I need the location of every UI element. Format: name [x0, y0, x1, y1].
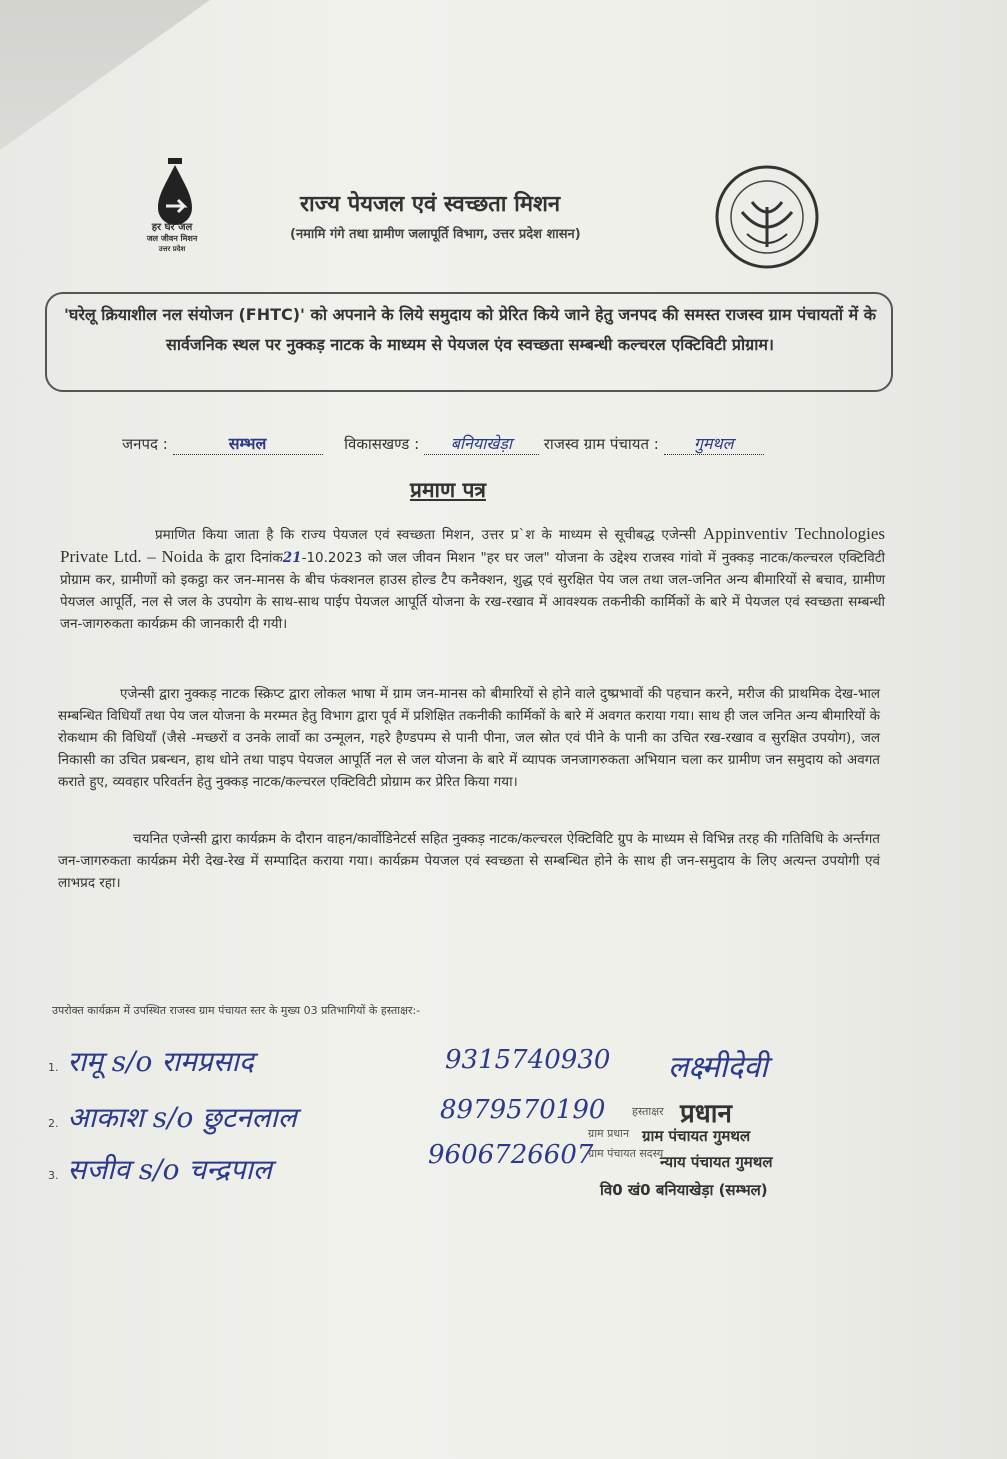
- janpad-value: सम्भल: [228, 434, 267, 453]
- vikas-field: [424, 432, 539, 455]
- signatures-intro: उपरोक्त कार्यक्रम में उपस्थित राजस्व ग्राम पंचायत स्तर के मुख्य 03 प्रतिभागियों के हस्ताक्षर:-: [52, 1004, 421, 1017]
- field-row: [122, 432, 764, 455]
- logo-caption: [118, 222, 226, 255]
- participant-signature: 3. सजीव s/o चन्द्रपाल: [48, 1153, 272, 1186]
- program-date: -10.2023: [301, 550, 363, 566]
- stamp-block: वि0 खं0 बनियाखेड़ा (सम्भल): [600, 1181, 768, 1199]
- mission-subtitle: (नमामि गंगे तथा ग्रामीण जलापूर्ति विभाग, उत्तर प्रदेश शासन): [290, 227, 581, 242]
- logo-text-line: उत्तर प्रदेश: [158, 245, 186, 253]
- participant-signature: 1. रामू s/o रामप्रसाद: [48, 1045, 254, 1078]
- mission-title: राज्य पेयजल एवं स्वच्छता मिशन: [300, 192, 561, 217]
- vikas-label: विकासखण्ड :: [344, 435, 420, 453]
- p3-text: चयनित एजेन्सी द्वारा कार्यक्रम के दौरान वाहन/कार्वोडिनेटर्स सहित नुक्कड़ नाटक/कल्चरल ऐक्टिविटि ग्रुप के माध्यम से विभिन्न तरह की गतिविधि के अर्न्तगत जन-जागरुकता कार्यक्रम मेरी देख-रेख में सम्पादित कराया गया। कार्यक्रम पेयजल एवं स्वच्छता से सम्बन्धित होने के साथ ही जन-समुदाय के लिए अत्यन्त उपयोगी एवं लाभप्रद रहा।: [58, 831, 880, 891]
- gram-panchayat-label: ग्राम पंचायत सदस्य: [588, 1147, 664, 1160]
- participant-phone: 8979570190: [440, 1095, 606, 1125]
- paragraph-3: [58, 828, 880, 894]
- janpad-label: जनपद :: [122, 435, 168, 453]
- paragraph-2: [58, 683, 880, 793]
- gram-field: [664, 432, 764, 455]
- gram-label: राजस्व ग्राम पंचायत :: [543, 435, 659, 453]
- certificate-heading: प्रमाण पत्र: [410, 478, 486, 502]
- gram-pradhan-label: ग्राम प्रधान: [588, 1127, 630, 1140]
- vikas-value: बनियाखेड़ा: [450, 434, 513, 453]
- p1-text-a: प्रमाणित किया जाता है कि राज्य पेयजल एवं स्वच्छता मिशन, उत्तर प्र`श के माध्यम से सूचीबद्ध एजेन्सी: [155, 527, 696, 543]
- up-government-seal: [712, 162, 822, 272]
- stamp-nyay-panchayat: न्याय पंचायत गुमथल: [660, 1153, 773, 1171]
- p1-text-b: के द्वारा दिनांक: [208, 550, 283, 566]
- participant-phone: 9315740930: [445, 1045, 611, 1075]
- gram-value: गुमथल: [693, 434, 734, 453]
- p2-text: एजेन्सी द्वारा नुक्कड़ नाटक स्क्रिप्ट द्वारा लोकल भाषा में ग्राम जन-मानस को बीमारियों से होने वाले दुष्प्रभावों की पहचान करने, मरीज की प्राथमिक देख-भाल सम्बन्धित विधियाँ तथा पेय जल योजना के मरम्मत हेतु विभाग द्वारा पूर्व में प्रशिक्षित तकनीकी कार्मिकों के बारे में अवगत कराया गया। साथ ही जल जनित अन्य बीमारियों के रोकथाम की विधियाँ (जैसे -मच्छरों व उनके लार्वो का उन्मूलन, गहरे हैण्डपम्प से पानी पीना, जल स्रोत एवं पीने के पानी का उचित रख-रखाव व सुरक्षित उपयोग), जल निकासी का उचित प्रबन्धन, हाथ धोने तथा पाइप पेयजल आपूर्ति नल से जल योजना के बारे में व्यापक जनजागरुकता अभियान चला कर ग्रामीण जन समुदाय को अवगत कराते हुए, व्यवहार परिवर्तन हेतु नुक्कड़ नाटक/कल्चरल एक्टिविटी प्रोग्राम कर प्रेरित किया गया।: [58, 686, 880, 790]
- participant-phone: 9606726607: [428, 1140, 594, 1170]
- program-title-text: 'घरेलू क्रियाशील नल संयोजन (FHTC)' को अपनाने के लिये समुदाय को प्रेरित किये जाने हेतु जनपद की समस्त राजस्व ग्राम पंचायतों में के सार्वजनिक स्थल पर नुक्कड़ नाटक के माध्यम से पेयजल एंव स्वच्छता सम्बन्धी कल्चरल एक्टिविटी प्रोग्राम।: [63, 305, 877, 354]
- agency-name: Appinventiv Technologies Private Ltd. – Noida: [60, 524, 885, 566]
- stamp-pradhan: प्रधान: [680, 1099, 732, 1129]
- participant-signature: 2. आकाश s/o छुटनलाल: [48, 1101, 297, 1134]
- hastakshar-label: हस्ताक्षर: [632, 1105, 664, 1118]
- pradhan-signature: लक्ष्मीदेवी: [668, 1050, 768, 1085]
- paragraph-1: [60, 523, 885, 635]
- stamp-gram-panchayat: ग्राम पंचायत गुमथल: [642, 1127, 751, 1145]
- program-date-handwritten: 21: [282, 550, 302, 566]
- logo-text-line: हर घर जल: [151, 222, 193, 233]
- p1-text-c: को जल जीवन मिशन "हर घर जल" योजना के उद्देश्य राजस्व गांवो में नुक्कड़ नाटक/कल्चरल एक्टिविटी प्रोग्राम कर, ग्रामीणों को इकट्ठा कर जन-मानस के बीच फंक्शनल हाउस होल्ड टैप कनैक्शन, शुद्ध एवं सुरक्षित पेय जल तथा जल-जनित अन्य बीमारियों से बचाव, ग्रामीण पेयजल आपूर्ति, नल से जल के उपयोग के साथ-साथ पाईप पेयजल आपूर्ति योजना के रख-रखाव में आवश्यक तकनीकी कार्मिकों के बारे में पेयजल एवं स्वच्छता सम्बन्धी जन-जागरुकता कार्यक्रम की जानकारी दी गयी।: [60, 550, 886, 632]
- janpad-field: [173, 432, 323, 455]
- logo-text-line: जल जीवन मिशन: [146, 234, 198, 243]
